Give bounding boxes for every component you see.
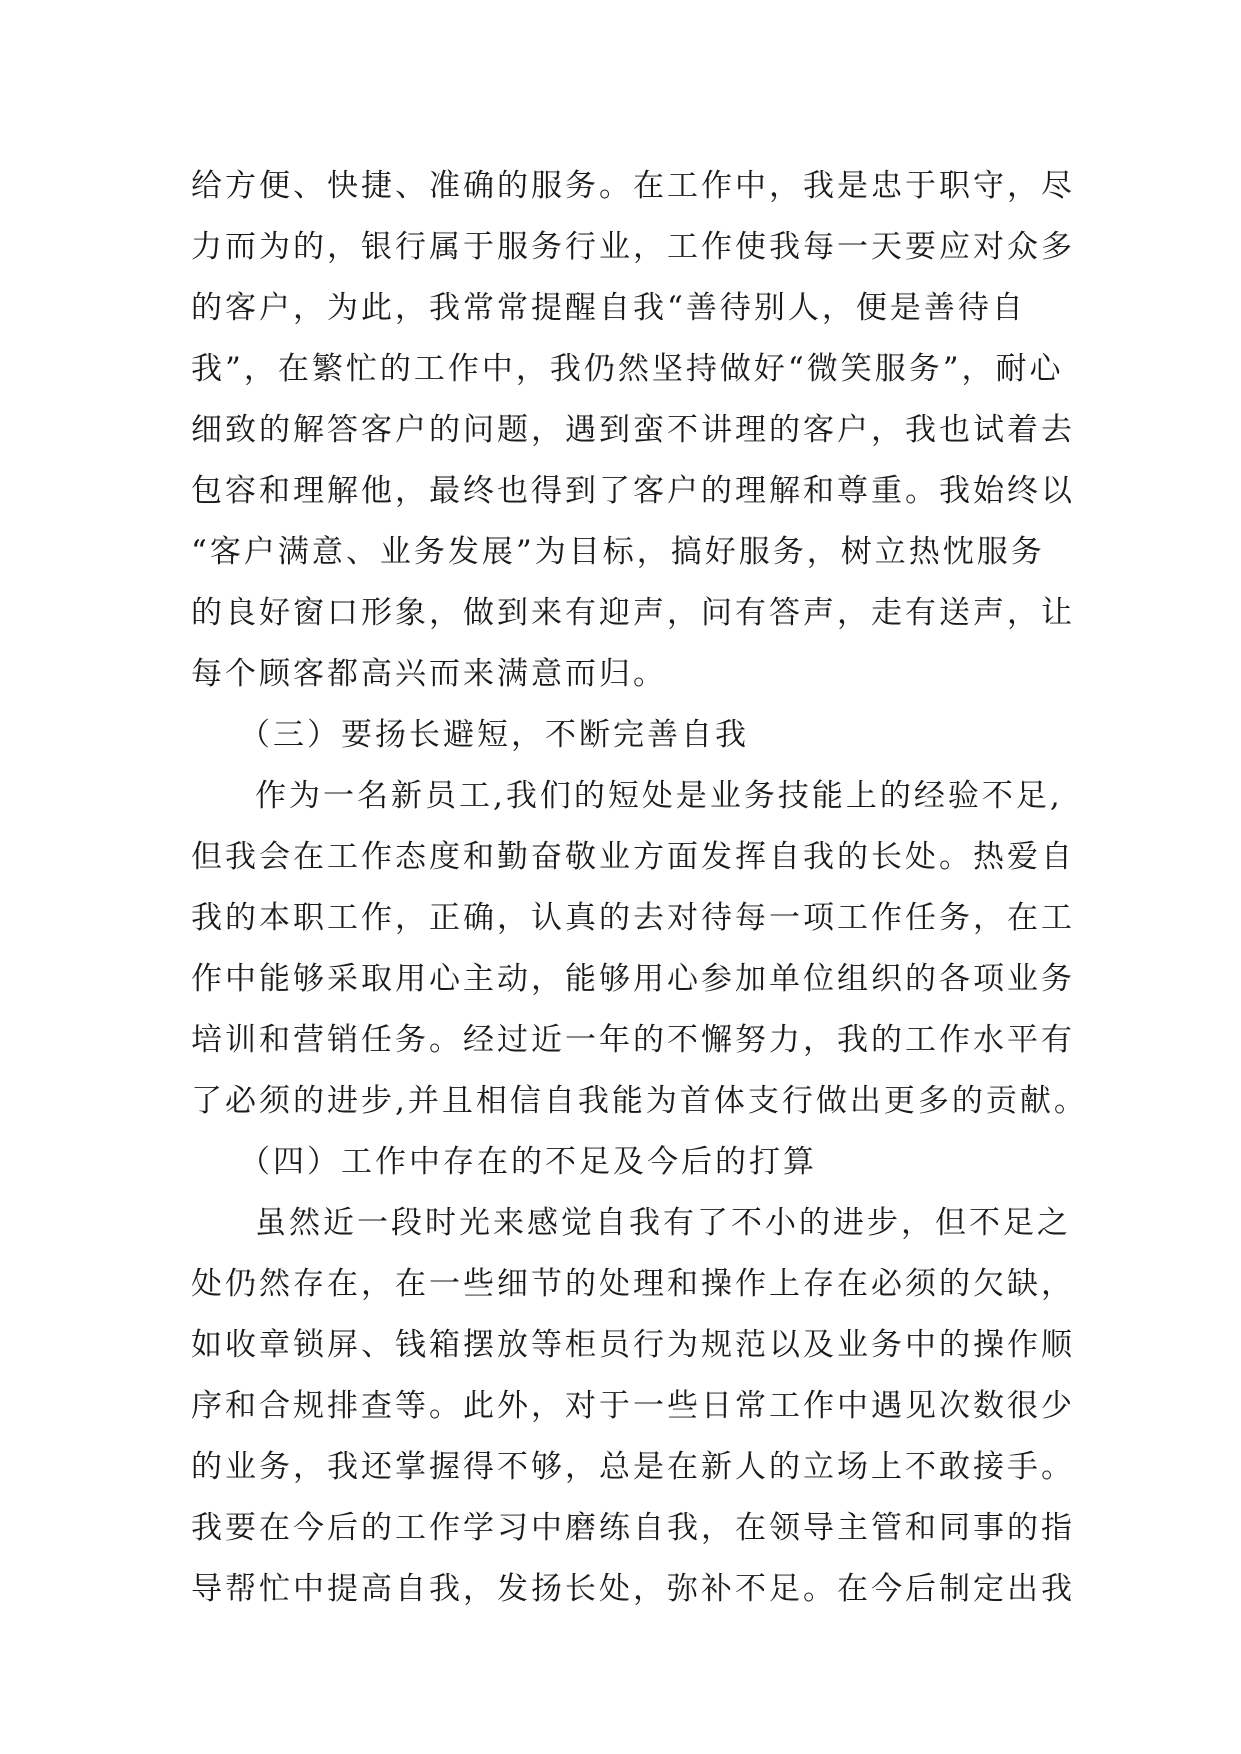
text-line: 但我会在工作态度和勤奋敬业方面发挥自我的长处。热爱自 (191, 839, 1075, 875)
text-line: 序和合规排查等。此外，对于一些日常工作中遇见次数很少 (191, 1388, 1075, 1424)
text-line: 导帮忙中提高自我，发扬长处，弥补不足。在今后制定出我 (191, 1571, 1075, 1607)
paragraph-first-line: 作为一名新员工,我们的短处是业务技能上的经验不足, (255, 778, 1063, 814)
text-line: 的业务，我还掌握得不够，总是在新人的立场上不敢接手。 (191, 1449, 1075, 1485)
text-line: 给方便、快捷、准确的服务。在工作中，我是忠于职守，尽 (191, 168, 1075, 204)
section-heading: （三）要扬长避短，不断完善自我 (239, 717, 749, 753)
text-line: 每个顾客都高兴而来满意而归。 (191, 656, 667, 692)
text-line: 力而为的，银行属于服务行业，工作使我每一天要应对众多 (191, 229, 1075, 265)
paragraph-first-line: 虽然近一段时光来感觉自我有了不小的进步，但不足之 (255, 1205, 1071, 1241)
text-line: 我”，在繁忙的工作中，我仍然坚持做好“微笑服务”，耐心 (191, 351, 1064, 387)
text-line: 细致的解答客户的问题，遇到蛮不讲理的客户，我也试着去 (191, 412, 1075, 448)
text-line: 了必须的进步,并且相信自我能为首体支行做出更多的贡献。 (191, 1083, 1088, 1119)
text-line: 我要在今后的工作学习中磨练自我，在领导主管和同事的指 (191, 1510, 1075, 1546)
text-line: 作中能够采取用心主动，能够用心参加单位组织的各项业务 (191, 961, 1075, 997)
text-line: 我的本职工作，正确，认真的去对待每一项工作任务，在工 (191, 900, 1075, 936)
text-line: 处仍然存在，在一些细节的处理和操作上存在必须的欠缺， (191, 1266, 1075, 1302)
section-heading: （四）工作中存在的不足及今后的打算 (239, 1144, 817, 1180)
text-line: 的客户，为此，我常常提醒自我“善待别人，便是善待自 (191, 290, 1026, 326)
text-line: 包容和理解他，最终也得到了客户的理解和尊重。我始终以 (191, 473, 1075, 509)
text-line: 培训和营销任务。经过近一年的不懈努力，我的工作水平有 (191, 1022, 1075, 1058)
text-line: 的良好窗口形象，做到来有迎声，问有答声，走有送声，让 (191, 595, 1075, 631)
body-text (191, 156, 1088, 1620)
text-line: “客户满意、业务发展”为目标，搞好服务，树立热忱服务 (191, 534, 1045, 570)
text-line: 如收章锁屏、钱箱摆放等柜员行为规范以及业务中的操作顺 (191, 1327, 1075, 1363)
